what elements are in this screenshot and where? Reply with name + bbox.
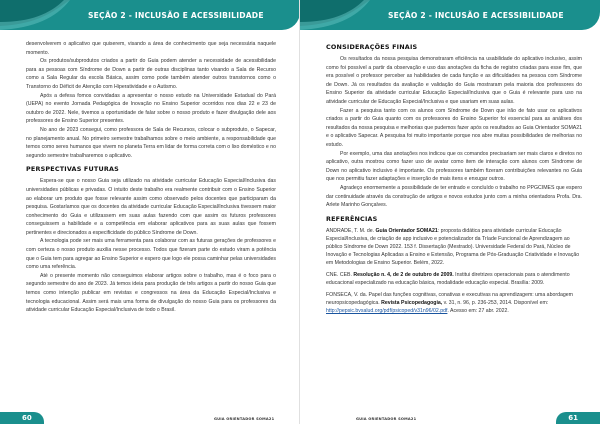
reference-text: . Acesso em: 27 abr. 2022. (447, 307, 509, 314)
page-number: 60 (22, 414, 32, 422)
paragraph: Os produtos/subprodutos criados a partir do Guia podem atender a necessidade de acessibilidade para as pessoas com Síndrome de Down a partir de outras disciplinas tanto visando a Sala de Recurso como a Sala Regular da escola Básica, assim como pode também atender outros transtornos como o Transtorno do Déficit de Atenção com Hiperatividade e o Autismo. (26, 58, 276, 90)
reference-text: CNE. CEB. (326, 271, 354, 278)
reference-text: Institui diretrizes operacionais para o atendimento educacional especializado na educação básica, modalidade educação especial. Brasília: 2009. (326, 271, 570, 286)
reference-title: Resolução n. 4, de 2 de outubro de 2009. (353, 271, 454, 278)
page-number: 61 (568, 414, 578, 422)
paragraph: Os resultados da nossa pesquisa demonstraram eficiência na usabilidade do aplicativo inclusivo, assim como foi possível a partir da observação e uso das anotações da ficha de registro criadas para esse fim, que era possível o professor perceber as habilidades de cada função e as dificuldades na pessoa com Síndrome de Down. Já os resultados da avaliação e validação do Guia mostraram pela maioria dos professores do Ensino Superior da atividade curricular Educação Especial/Inclusiva que o Guia é relevante para uso na atividade curricular de Educação Especial/Inclusiva e que usariam em suas aulas. (326, 56, 582, 105)
section-title: SEÇÃO 2 - INCLUSÃO E ACESSIBILIDADE (388, 11, 564, 20)
paragraph: A tecnologia pode ser mais uma ferramenta para colaborar com as futuras gerações de professores e com certeza o nosso produto auxilia nesse processo. Todos que fizeram parte do estudo viram a potência que o Guia tem para agregar ao Ensino Superior e espero que logo ele possa caminhar pelas universidades como uma referência. (26, 238, 276, 271)
reference-title: Revista Psicopedagogia, (381, 299, 443, 306)
header-wave-decoration (0, 0, 70, 30)
footer-band (556, 412, 600, 424)
header-bar (0, 0, 300, 30)
reference-text: : proposta didática para atividade curricular Educação Especial/Inclusiva, de criação de app inclusivo e potencializador da Tríade Funcional de Aprendizagem ao público Síndrome de Down 2022. 153 f. Dissertação (Mestrado). Universidade Federal do Pará, Núcleo de Inovação e Tecnologias Aplicadas a Ensino e Extensão, Programa de Pós-Graduação Criatividade e Inovação em Metodologias de Ensino Superior. Belém, 2022. (326, 227, 580, 266)
footer (300, 402, 600, 424)
reference-text: ANDRADE, T. M. de. (326, 227, 376, 234)
paragraph: No ano de 2023 consegui, como professora de Sala de Recursos, colocar o subproduto, o Sapecar, no planejamento anual. No primeiro semestre trabalhamos sobre o meio ambiente, a responsabilidade que temos como seres humanos que vivem no planeta Terra em lidar de forma correta com o lixo doméstico e no segundo semestre trabalharemos o aplicativo. (26, 126, 276, 159)
footer (0, 402, 300, 424)
reference-link[interactable]: http://pepsic.bvsalud.org/pdf/psicoped/v31n96/02.pdf (326, 307, 448, 314)
footer-label: GUIA ORIENTADOR SOMA21 (356, 417, 417, 421)
section-heading-consideracoes: CONSIDERAÇÕES FINAIS (326, 43, 418, 51)
right-content (326, 38, 582, 319)
footer-label: GUIA ORIENTADOR SOMA21 (214, 417, 275, 421)
reference-title: Guia Orientador SOMA21 (375, 227, 438, 234)
paragraph: Por exemplo, uma das anotações nos indicou que os comandos precisariam ser mais claros e diretos no aplicativo, outra mostrou como fazer uso de avatar como item de interação com alunos com Síndrome de Down no aplicativo inclusivo é importante. Os professores também fizeram contribuições relevantes no Guia que nos permitiu fazer adaptações e inserção de mais itens e enxugar outros. (326, 150, 582, 183)
left-content (26, 40, 276, 315)
header-bar (300, 0, 600, 30)
paragraph: Até o presente momento não conseguimos elaborar artigos sobre o trabalho, mas é o foco para o segundo semestre do ano de 2023. Já temos ideia para produção de três artigos a partir do nosso Guia que temos como intenção publicar em revistas e congressos na área da Educação Especial/Inclusiva e tecnologia educacional. Assim será mais uma forma de divulgação do nosso Guia para os professores da atividade curricular Educação Especial/Inclusiva de todo o Brasil. (26, 272, 276, 314)
reference-text: FONSECA, V. da. Papel das funções cognitivas, conativas e executivas na aprendizagem: uma abordagem neuropsicopedagógica. (326, 291, 573, 306)
paragraph: Espera-se que o nosso Guia seja utilizado na atividade curricular Educação Especial/Inclusiva das universidades públicas e privadas. O intuito deste trabalho era realmente contribuir com o Ensino Superior ao elaborar um produto que fosse relevante assim como observado pelos docentes que participaram da pesquisa. Gostaríamos que os docentes da atividade curricular Educação Especial/Inclusiva tivessem maior conhecimento do Guia e utilizassem em suas aulas fazendo com que assim os futuros professores conseguissem a habilidade e a competência em elaborar aplicativos para as suas aulas que fossem pertinentes e direcionados a especificidade do público Síndrome de Down. (26, 178, 276, 236)
paragraph: Fazer a pesquisa tanto com os alunos com Síndrome de Down que irão de fato usar os aplicativos criados a partir do Guia quanto com os professores do Ensino Superior foi essencial para as análises dos resultados da nossa pesquisa e melhorias que pudemos fazer após os resultados ao Guia Orientador SOMA21 e o aplicativo Sapecar. A pesquisa foi muito importante porque nos abre muitas possibilidades de melhorias no estudo. (326, 107, 582, 148)
section-heading-referencias: REFERÊNCIAS (326, 214, 378, 223)
section-heading-perspectivas: PERSPECTIVAS FUTURAS (26, 165, 119, 174)
header-wave-decoration (300, 0, 370, 30)
section-title: SEÇÃO 2 - INCLUSÃO E ACESSIBILIDADE (88, 11, 264, 20)
reference-item (326, 227, 582, 267)
paragraph: desenvolverem o aplicativo que quiserem, visando a área de conhecimento que seja necessária naquele momento. (26, 41, 276, 56)
reference-item (326, 271, 582, 287)
right-page (300, 0, 600, 424)
reference-item (326, 291, 582, 315)
paragraph: Agradeço enormemente a possibilidade de ter entrado e concluído o trabalho no PPGCIMES que espero dar continuidade através da construção de artigos e novos estudos junto com a minha orientadora Profa. Dra. Arlete Marinho Gonçalves. (326, 184, 582, 209)
paragraph: Após a defesa fomos convidadas a apresentar o nosso estudo na Universidade Estadual do Pará (UEPA) no evento Jornada Pedagógica de Inovação no Ensino Superior ocorridos nos dias 22 e 23 de outubro de 2022. Nele, tivemos a oportunidade de falar sobre o nosso produto e fazer divulgação dele aos professores de Ensino Superior presentes. (26, 92, 276, 125)
reference-text: v. 31, n. 96, p. 236-253, 2014. Disponível em: (442, 299, 549, 306)
